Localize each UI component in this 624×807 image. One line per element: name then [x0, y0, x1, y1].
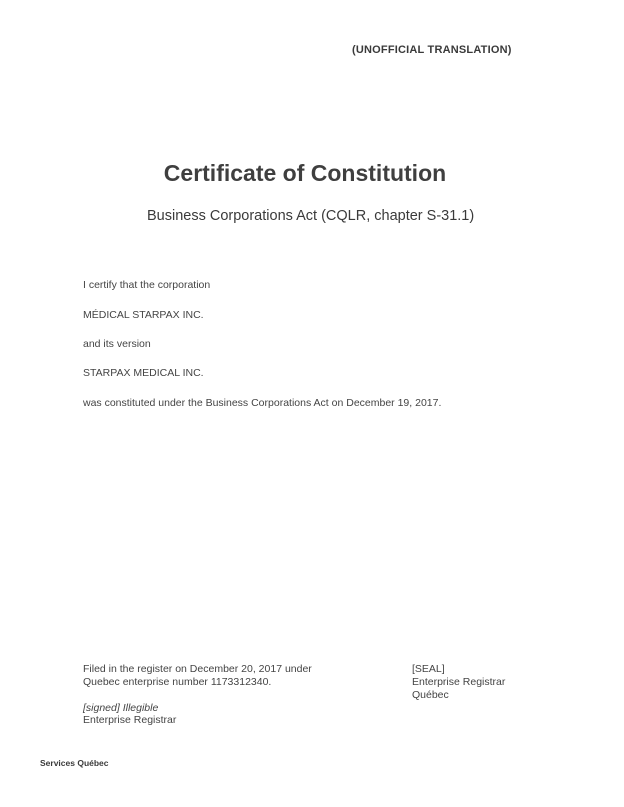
seal-block [412, 663, 505, 702]
signatory-title: Enterprise Registrar [83, 714, 177, 726]
version-statement: and its version [83, 338, 151, 350]
signature-note: [signed] Illegible [83, 702, 159, 714]
enterprise-number-line: Quebec enterprise number 1173312340. [83, 676, 272, 688]
corporation-name: MÉDICAL STARPAX INC. [83, 309, 204, 321]
seal-label: [SEAL] [412, 663, 445, 675]
signature-block [83, 702, 176, 726]
certificate-title: Certificate of Constitution [163, 160, 447, 186]
certify-statement: I certify that the corporation [83, 279, 211, 291]
filing-details [83, 663, 312, 689]
footer-agency: Services Québec [40, 758, 109, 768]
certificate-subtitle: Business Corporations Act (CQLR, chapter S-31.1) [147, 208, 475, 224]
translation-note: (UNOFFICIAL TRANSLATION) [352, 44, 512, 56]
constitution-statement: was constituted under the Business Corporations Act on December 19, 2017. [83, 397, 442, 409]
seal-registrar-title: Enterprise Registrar [412, 676, 506, 688]
version-name: STARPAX MEDICAL INC. [83, 367, 204, 379]
filing-date-line: Filed in the register on December 20, 2017 under [83, 663, 312, 675]
seal-place: Québec [412, 689, 449, 701]
